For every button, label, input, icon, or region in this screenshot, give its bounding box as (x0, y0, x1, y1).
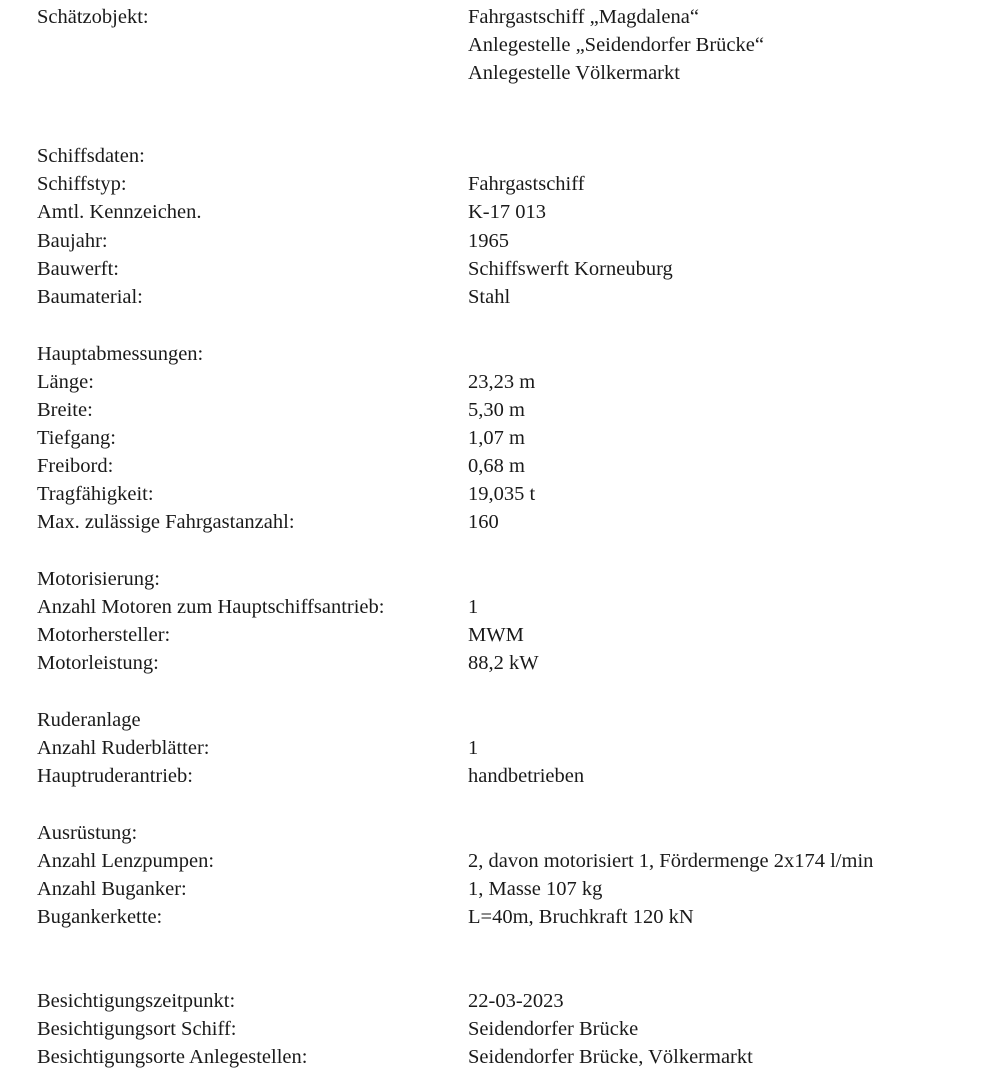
row-label: Anzahl Ruderblätter: (37, 737, 210, 759)
section-heading-engine: Motorisierung: (37, 568, 160, 590)
row-value: Schiffswerft Korneuburg (468, 258, 673, 280)
row-value: 160 (468, 511, 499, 533)
row-build-year (0, 227, 982, 255)
row-label: Bauwerft: (37, 258, 119, 280)
row-label: Bugankerkette: (37, 906, 163, 928)
row-label: Besichtigungsorte Anlegestellen: (37, 1046, 308, 1068)
row-value: Fahrgastschiff (468, 173, 585, 195)
section-heading-ship-data: Schiffsdaten: (37, 145, 145, 167)
section-heading-rudder: Ruderanlage (37, 709, 141, 731)
row-value: 88,2 kW (468, 652, 539, 674)
row-value: 1965 (468, 230, 509, 252)
row-label: Breite: (37, 399, 93, 421)
object-label: Schätzobjekt: (37, 6, 149, 28)
row-value: MWM (468, 624, 524, 646)
row-width (0, 396, 982, 424)
row-label: Motorleistung: (37, 652, 159, 674)
object-row (0, 3, 982, 31)
row-ship-type (0, 170, 982, 198)
row-rudder-drive (0, 762, 982, 790)
row-inspection-date (0, 987, 982, 1015)
row-label: Freibord: (37, 455, 114, 477)
row-label: Baumaterial: (37, 286, 143, 308)
row-rudder-blades (0, 734, 982, 762)
row-value: 2, davon motorisiert 1, Fördermenge 2x174 l/min (468, 850, 874, 872)
row-length (0, 368, 982, 396)
row-bilge-pumps (0, 847, 982, 875)
row-engine-maker (0, 621, 982, 649)
row-value: 22-03-2023 (468, 990, 564, 1012)
row-value: 1, Masse 107 kg (468, 878, 603, 900)
row-label: Motorhersteller: (37, 624, 171, 646)
object-line-1: Fahrgastschiff „Magdalena“ (468, 6, 699, 28)
row-draft (0, 424, 982, 452)
row-label: Baujahr: (37, 230, 108, 252)
row-label: Anzahl Lenzpumpen: (37, 850, 215, 872)
row-label: Tragfähigkeit: (37, 483, 154, 505)
row-label: Länge: (37, 371, 94, 393)
row-value: 23,23 m (468, 371, 536, 393)
section-heading-equipment: Ausrüstung: (37, 822, 138, 844)
row-value: 1 (468, 737, 479, 759)
row-label: Anzahl Buganker: (37, 878, 187, 900)
row-label: Besichtigungsort Schiff: (37, 1018, 237, 1040)
row-freeboard (0, 452, 982, 480)
row-engine-power (0, 649, 982, 677)
row-registration (0, 198, 982, 226)
row-value: 0,68 m (468, 455, 525, 477)
row-bow-anchor (0, 875, 982, 903)
row-shipyard (0, 255, 982, 283)
row-label: Anzahl Motoren zum Hauptschiffsantrieb: (37, 596, 385, 618)
row-material (0, 283, 982, 311)
row-value: Seidendorfer Brücke, Völkermarkt (468, 1046, 753, 1068)
object-row (0, 31, 982, 59)
object-line-2: Anlegestelle „Seidendorfer Brücke“ (468, 34, 764, 56)
row-label: Tiefgang: (37, 427, 116, 449)
row-label: Besichtigungszeitpunkt: (37, 990, 236, 1012)
row-value: 1,07 m (468, 427, 525, 449)
row-value: Seidendorfer Brücke (468, 1018, 639, 1040)
row-value: handbetrieben (468, 765, 585, 787)
row-label: Max. zulässige Fahrgastanzahl: (37, 511, 295, 533)
row-label: Hauptruderantrieb: (37, 765, 193, 787)
row-value: L=40m, Bruchkraft 120 kN (468, 906, 694, 928)
row-value: 1 (468, 596, 479, 618)
row-label: Amtl. Kennzeichen. (37, 201, 202, 223)
row-anchor-chain (0, 903, 982, 931)
section-heading-dimensions: Hauptabmessungen: (37, 343, 204, 365)
object-row (0, 59, 982, 87)
row-value: Stahl (468, 286, 511, 308)
row-engine-count (0, 593, 982, 621)
row-max-passengers (0, 508, 982, 536)
row-value: K-17 013 (468, 201, 547, 223)
row-value: 5,30 m (468, 399, 525, 421)
row-value: 19,035 t (468, 483, 536, 505)
row-capacity (0, 480, 982, 508)
row-inspection-piers (0, 1043, 982, 1071)
row-inspection-ship-location (0, 1015, 982, 1043)
row-label: Schiffstyp: (37, 173, 127, 195)
object-line-3: Anlegestelle Völkermarkt (468, 62, 680, 84)
